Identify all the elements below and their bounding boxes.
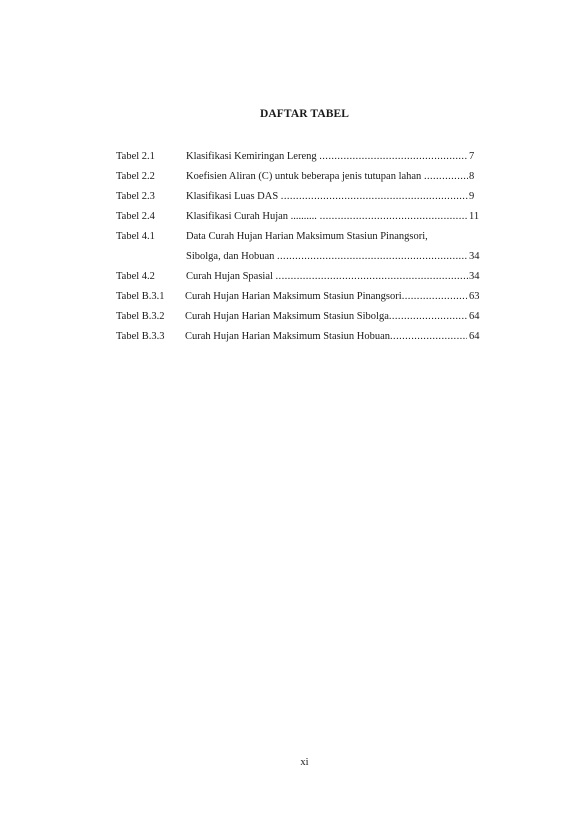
toc-entry-label: Tabel 4.2 bbox=[116, 271, 155, 282]
toc-entry-text bbox=[185, 289, 467, 305]
leader-dots bbox=[402, 291, 467, 302]
toc-entry-label: Tabel 2.3 bbox=[116, 191, 155, 202]
toc-entry-label: Tabel 2.4 bbox=[116, 211, 155, 222]
toc-entry-title: Klasifikasi Curah Hujan .......... bbox=[186, 211, 320, 222]
toc-entry-page: 8 bbox=[469, 171, 475, 182]
toc-entry-label: Tabel 4.1 bbox=[116, 231, 155, 242]
toc-entry-page: 63 bbox=[469, 291, 480, 302]
page-title: DAFTAR TABEL bbox=[259, 108, 350, 120]
toc-entry bbox=[116, 229, 491, 269]
toc-entry-text bbox=[186, 169, 468, 185]
toc-entry-title: Curah Hujan Harian Maksimum Stasiun Pinangsori bbox=[185, 291, 402, 302]
toc-entry-label: Tabel B.3.2 bbox=[116, 311, 165, 322]
toc-entry-title: Data Curah Hujan Harian Maksimum Stasiun Pinangsori, bbox=[186, 231, 428, 242]
toc-entry-title-continued: Sibolga, dan Hobuan bbox=[186, 251, 275, 262]
toc-entry-page: 64 bbox=[469, 331, 480, 342]
toc-entry-text bbox=[186, 209, 468, 225]
toc-entry-title: Curah Hujan Harian Maksimum Stasiun Hobuan bbox=[185, 331, 391, 342]
toc-entry-title-line2 bbox=[186, 249, 468, 265]
toc-entry-title: Klasifikasi Luas DAS bbox=[186, 191, 279, 202]
leader-dots bbox=[390, 331, 467, 342]
toc-entry bbox=[116, 149, 491, 169]
toc-entry-text bbox=[186, 229, 468, 265]
toc-entry-page: 9 bbox=[469, 191, 475, 202]
toc-entry-label: Tabel B.3.3 bbox=[116, 331, 165, 342]
toc-entry-page: 11 bbox=[469, 211, 480, 222]
leader-dots bbox=[281, 191, 468, 202]
toc-entry bbox=[116, 269, 491, 289]
toc-entry bbox=[116, 209, 491, 229]
toc-entry bbox=[116, 169, 491, 189]
leader-dots bbox=[319, 151, 468, 162]
leader-dots bbox=[320, 211, 468, 222]
toc-entry-text bbox=[186, 149, 468, 165]
toc-entry-label: Tabel 2.1 bbox=[116, 151, 155, 162]
toc-entry bbox=[116, 189, 491, 209]
leader-dots bbox=[276, 271, 468, 282]
toc-entry-title: Koefisien Aliran (C) untuk beberapa jenis tutupan lahan bbox=[186, 171, 422, 182]
toc-entry-page: 7 bbox=[469, 151, 475, 162]
toc-entry-text bbox=[186, 189, 468, 205]
leader-dots bbox=[277, 251, 468, 262]
toc-entry bbox=[116, 309, 491, 329]
toc-entry-page: 64 bbox=[469, 311, 480, 322]
toc-entry-label: Tabel B.3.1 bbox=[116, 291, 165, 302]
toc-entry-text bbox=[185, 309, 467, 325]
toc-entry-text bbox=[186, 269, 468, 285]
toc-entry-page: 34 bbox=[469, 271, 480, 282]
toc-entry-text bbox=[185, 329, 467, 345]
toc-entry bbox=[116, 289, 491, 309]
toc-entry-page: 34 bbox=[469, 251, 480, 262]
page-number: xi bbox=[300, 757, 309, 768]
toc-entry-title: Klasifikasi Kemiringan Lereng bbox=[186, 151, 317, 162]
leader-dots bbox=[389, 311, 467, 322]
toc-entry-label: Tabel 2.2 bbox=[116, 171, 155, 182]
toc-entry bbox=[116, 329, 491, 349]
table-of-tables bbox=[116, 149, 491, 349]
toc-entry-title: Curah Hujan Harian Maksimum Stasiun Sibolga bbox=[185, 311, 389, 322]
toc-entry-title: Curah Hujan Spasial bbox=[186, 271, 273, 282]
leader-dots bbox=[424, 171, 468, 182]
